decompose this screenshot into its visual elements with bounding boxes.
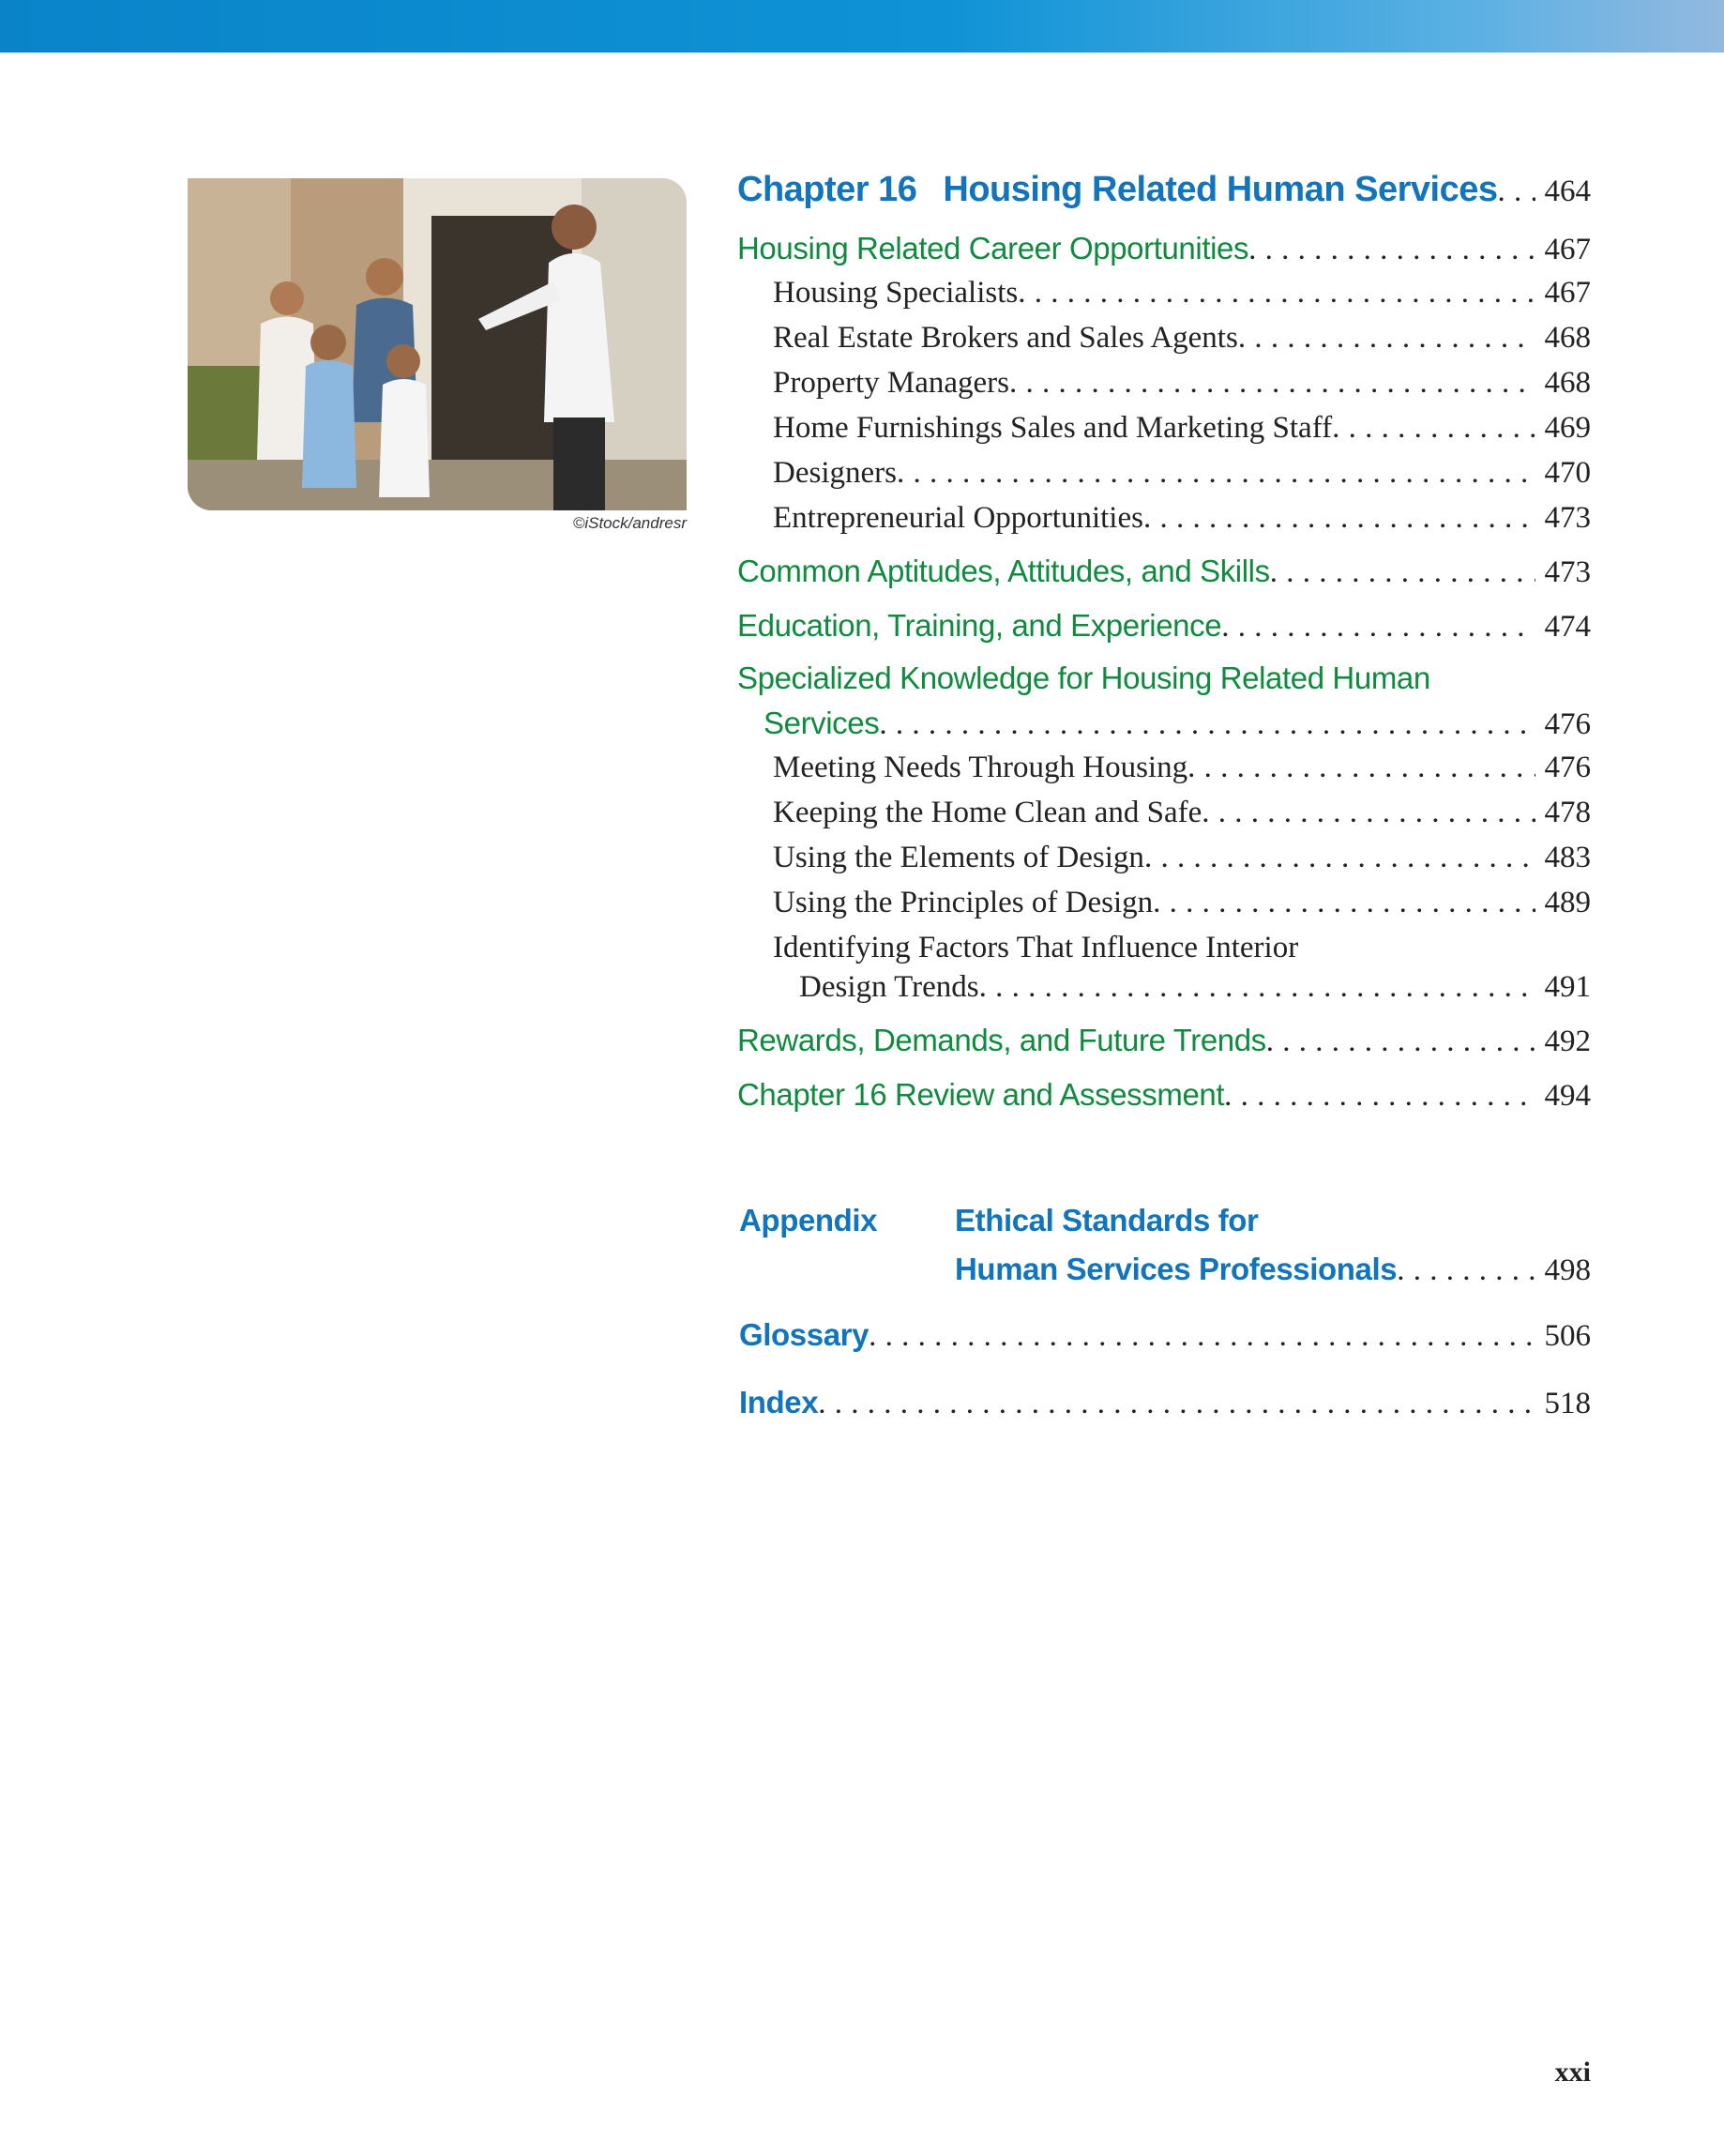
entry-label: Using the Elements of Design bbox=[773, 841, 1144, 874]
entry-label: Specialized Knowledge for Housing Related Human bbox=[737, 660, 1430, 695]
page-number: 498 bbox=[1544, 1253, 1591, 1287]
page-number: 468 bbox=[1544, 321, 1591, 355]
family-receiving-house-keys-photo bbox=[188, 178, 687, 510]
photo-credit: ©iStock/andresr bbox=[572, 514, 687, 532]
toc-entry[interactable] bbox=[737, 554, 1591, 595]
toc-subentry[interactable] bbox=[773, 796, 1591, 837]
entry-label: Housing Specialists bbox=[773, 276, 1019, 310]
page-number: 476 bbox=[1544, 751, 1591, 784]
page-number: 473 bbox=[1544, 555, 1591, 589]
toc-subentry[interactable] bbox=[773, 411, 1591, 452]
entry-label: Entrepreneurial Opportunities bbox=[773, 501, 1143, 535]
chapter-title: Housing Related Human Services bbox=[943, 170, 1498, 209]
appendix-title-line2: Human Services Professionals bbox=[955, 1252, 1398, 1286]
chapter-photo bbox=[188, 178, 687, 510]
page-number: 474 bbox=[1544, 610, 1591, 644]
page-number: 470 bbox=[1544, 456, 1591, 490]
toc-subentry[interactable] bbox=[773, 321, 1591, 362]
page-number: 476 bbox=[1544, 707, 1591, 741]
entry-label: Home Furnishings Sales and Marketing Staff bbox=[773, 411, 1333, 445]
chapter-label bbox=[737, 170, 1497, 210]
page-number: 464 bbox=[1544, 175, 1591, 208]
entry-label: Property Managers bbox=[773, 366, 1010, 400]
entry-label: Using the Principles of Design bbox=[773, 886, 1154, 919]
glossary-entry[interactable] bbox=[739, 1317, 1591, 1359]
entry-label: Identifying Factors That Influence Interior bbox=[773, 931, 1299, 964]
toc-entry[interactable] bbox=[737, 231, 1591, 272]
toc-subentry[interactable] bbox=[773, 886, 1591, 927]
toc-subentry[interactable] bbox=[773, 456, 1591, 497]
entry-label: Housing Related Career Opportunities bbox=[737, 231, 1249, 266]
toc-entry[interactable] bbox=[764, 706, 1591, 747]
page-number: 483 bbox=[1544, 841, 1591, 874]
chapter-number: Chapter 16 bbox=[737, 170, 917, 209]
toc-subentry[interactable] bbox=[773, 366, 1591, 407]
index-label: Index bbox=[739, 1385, 819, 1420]
entry-label: Real Estate Brokers and Sales Agents bbox=[773, 321, 1238, 355]
glossary-label: Glossary bbox=[739, 1317, 870, 1352]
toc-subentry[interactable] bbox=[773, 276, 1591, 317]
page-number: 492 bbox=[1544, 1025, 1591, 1058]
page-number: 518 bbox=[1544, 1387, 1591, 1420]
page-number: 467 bbox=[1544, 276, 1591, 310]
appendix-entry[interactable] bbox=[955, 1252, 1591, 1293]
entry-label: Common Aptitudes, Attitudes, and Skills bbox=[737, 554, 1270, 588]
toc-subentry[interactable] bbox=[773, 501, 1591, 542]
entry-label: Rewards, Demands, and Future Trends bbox=[737, 1023, 1266, 1057]
leader-dots bbox=[1497, 169, 1535, 210]
page-number: 469 bbox=[1544, 411, 1591, 445]
entry-label: Meeting Needs Through Housing bbox=[773, 751, 1188, 784]
appendix-label[interactable]: Appendix bbox=[739, 1203, 878, 1237]
page-number: 467 bbox=[1544, 233, 1591, 266]
page-number: 478 bbox=[1544, 796, 1591, 829]
page-number: 489 bbox=[1544, 886, 1591, 919]
page-number: 468 bbox=[1544, 366, 1591, 400]
toc-entry[interactable] bbox=[737, 1023, 1591, 1064]
toc-entry[interactable] bbox=[737, 1077, 1591, 1118]
appendix-title-line1[interactable]: Ethical Standards for bbox=[955, 1203, 1259, 1237]
toc-entry-wrapped-line[interactable] bbox=[737, 660, 1430, 702]
entry-label: Chapter 16 Review and Assessment bbox=[737, 1077, 1225, 1112]
toc-subentry[interactable] bbox=[799, 970, 1591, 1011]
page-folio: xxi bbox=[1554, 2057, 1591, 2088]
page-number: 506 bbox=[1544, 1319, 1591, 1353]
page-number: 491 bbox=[1544, 970, 1591, 1004]
entry-label: Services bbox=[764, 706, 880, 740]
toc-subentry[interactable] bbox=[773, 841, 1591, 882]
chapter-heading[interactable] bbox=[737, 169, 1591, 216]
toc-entry[interactable] bbox=[737, 608, 1591, 649]
page-number: 494 bbox=[1544, 1079, 1591, 1113]
entry-label: Education, Training, and Experience bbox=[737, 608, 1222, 643]
index-entry[interactable] bbox=[739, 1385, 1591, 1426]
toc-subentry[interactable] bbox=[773, 751, 1591, 792]
entry-label: Designers bbox=[773, 456, 897, 490]
top-color-bar bbox=[0, 0, 1724, 53]
toc-subentry-wrapped-line[interactable] bbox=[773, 931, 1298, 965]
page-number: 473 bbox=[1544, 501, 1591, 535]
entry-label: Keeping the Home Clean and Safe bbox=[773, 796, 1202, 829]
entry-label: Design Trends bbox=[799, 970, 979, 1004]
